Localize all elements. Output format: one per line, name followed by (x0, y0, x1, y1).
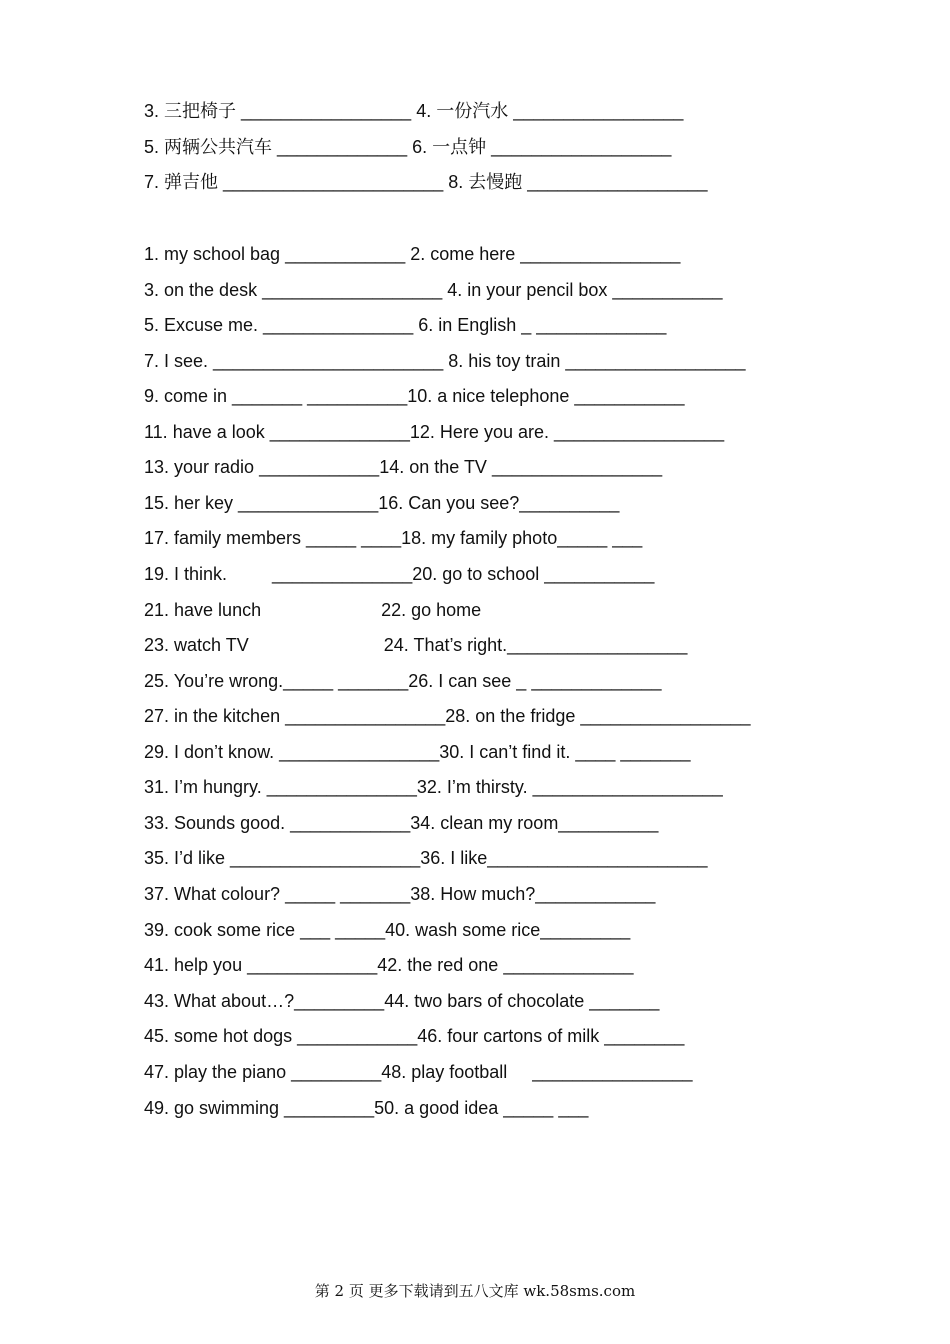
phrase-item-row: 47. play the piano _________48. play football ________________ (144, 1062, 693, 1082)
phrase-item-row: 25. You’re wrong._____ _______26. I can see _ _____________ (144, 671, 662, 691)
phrase-item-row: 7. I see. _______________________ 8. his toy train __________________ (144, 351, 746, 371)
phrase-item-row: 11. have a look ______________12. Here you are. _________________ (144, 422, 725, 442)
phrase-item-row: 27. in the kitchen ________________28. on the fridge _________________ (144, 706, 751, 726)
phrase-item-row: 43. What about…?_________44. two bars of chocolate _______ (144, 991, 660, 1011)
chinese-item-row: 5. 两辆公共汽车 _____________ 6. 一点钟 __________________ (144, 137, 672, 157)
chinese-item-row: 3. 三把椅子 _________________ 4. 一份汽水 _________________ (144, 101, 684, 121)
chinese-item-row: 7. 弹吉他 ______________________ 8. 去慢跑 __________________ (144, 172, 708, 192)
phrase-item-row: 37. What colour? _____ _______38. How much?____________ (144, 884, 656, 904)
phrase-item-row: 29. I don’t know. ________________30. I can’t find it. ____ _______ (144, 742, 691, 762)
phrase-item-row: 35. I’d like ___________________36. I like______________________ (144, 848, 708, 868)
phrase-item-row: 33. Sounds good. ____________34. clean my room__________ (144, 813, 659, 833)
phrase-item-row: 23. watch TV 24. That’s right.__________________ (144, 635, 688, 655)
phrase-item-row: 49. go swimming _________50. a good idea _____ ___ (144, 1098, 589, 1118)
phrase-item-row: 21. have lunch 22. go home (144, 600, 482, 620)
phrase-item-row: 41. help you _____________42. the red one _____________ (144, 955, 634, 975)
phrase-item-row: 45. some hot dogs ____________46. four cartons of milk ________ (144, 1026, 685, 1046)
phrase-item-row: 13. your radio ____________14. on the TV _________________ (144, 457, 663, 477)
phrase-item-row: 39. cook some rice ___ _____40. wash some rice_________ (144, 920, 631, 940)
page-footer: 第 2 页 更多下载请到五八文库 wk.58sms.com (314, 1282, 636, 1300)
phrase-item-row: 1. my school bag ____________ 2. come here ________________ (144, 244, 681, 264)
phrase-item-row: 17. family members _____ ____18. my family photo_____ ___ (144, 528, 643, 548)
phrase-item-row: 9. come in _______ __________10. a nice telephone ___________ (144, 386, 685, 406)
phrase-item-row: 19. I think. ______________20. go to school ___________ (144, 564, 655, 584)
phrase-item-row: 3. on the desk __________________ 4. in your pencil box ___________ (144, 280, 723, 300)
phrase-item-row: 15. her key ______________16. Can you see?__________ (144, 493, 620, 513)
phrase-item-row: 5. Excuse me. _______________ 6. in English _ _____________ (144, 315, 667, 335)
phrase-item-row: 31. I’m hungry. _______________32. I’m thirsty. ___________________ (144, 777, 723, 797)
